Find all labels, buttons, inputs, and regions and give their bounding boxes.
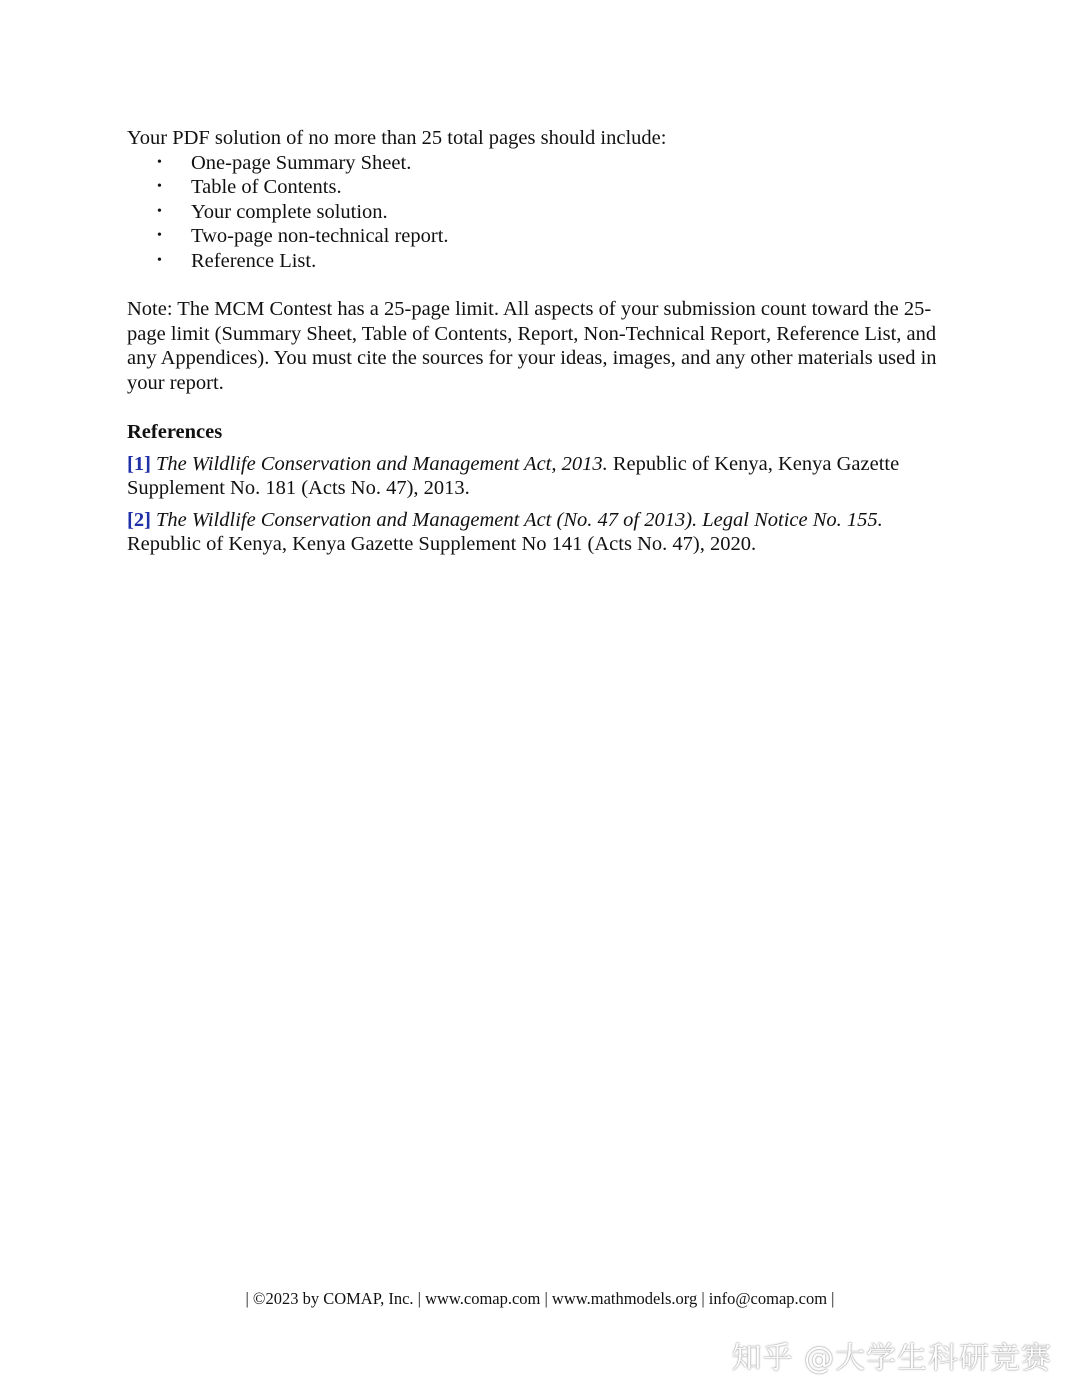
reference-entry (127, 452, 937, 501)
references-heading: References (127, 421, 223, 443)
list-item-text: Two-page non-technical report. (191, 225, 449, 247)
bullet-icon: • (157, 252, 162, 268)
bullet-icon: • (157, 203, 162, 219)
reference-title: The Wildlife Conservation and Management Act, 2013. (156, 452, 608, 475)
reference-title: The Wildlife Conservation and Management Act (No. 47 of 2013). Legal Notice No. 155. (156, 508, 883, 531)
watermark: 知乎 @大学生科研竞赛 (731, 1341, 1052, 1376)
list-item (127, 151, 937, 176)
page-content (127, 126, 937, 557)
list-item (127, 200, 937, 225)
list-item-text: Your complete solution. (191, 200, 388, 223)
intro-text: Your PDF solution of no more than 25 total pages should include: (127, 127, 667, 149)
list-item (127, 224, 937, 249)
reference-details: Republic of Kenya, Kenya Gazette Supplement No. 181 (Acts No. 47), 2013. (127, 452, 900, 499)
bullet-icon: • (157, 179, 162, 194)
list-item-text: Table of Contents. (191, 176, 342, 198)
requirements-list (127, 151, 937, 274)
reference-number-link[interactable]: [1] (127, 452, 151, 475)
reference-details: Republic of Kenya, Kenya Gazette Supplement No 141 (Acts No. 47), 2020. (127, 533, 757, 555)
list-item-text: One-page Summary Sheet. (191, 151, 412, 174)
reference-number-link[interactable]: [2] (127, 508, 151, 531)
bullet-icon: • (157, 228, 162, 243)
list-item (127, 249, 937, 274)
list-item-text: Reference List. (191, 249, 317, 272)
bullet-icon: • (157, 154, 162, 170)
list-item (127, 175, 937, 200)
reference-entry (127, 508, 937, 557)
note-paragraph: Note: The MCM Contest has a 25-page limit. All aspects of your submission count toward the 25-page limit (Summary Sheet, Table of Contents, Report, Non-Technical Report, Reference List, and any Appendices). You must cite the sources for your ideas, images, and any other materials used in your report. (127, 298, 937, 394)
page-footer: | ©2023 by COMAP, Inc. | www.comap.com | www.mathmodels.org | info@comap.com | (245, 1289, 835, 1308)
